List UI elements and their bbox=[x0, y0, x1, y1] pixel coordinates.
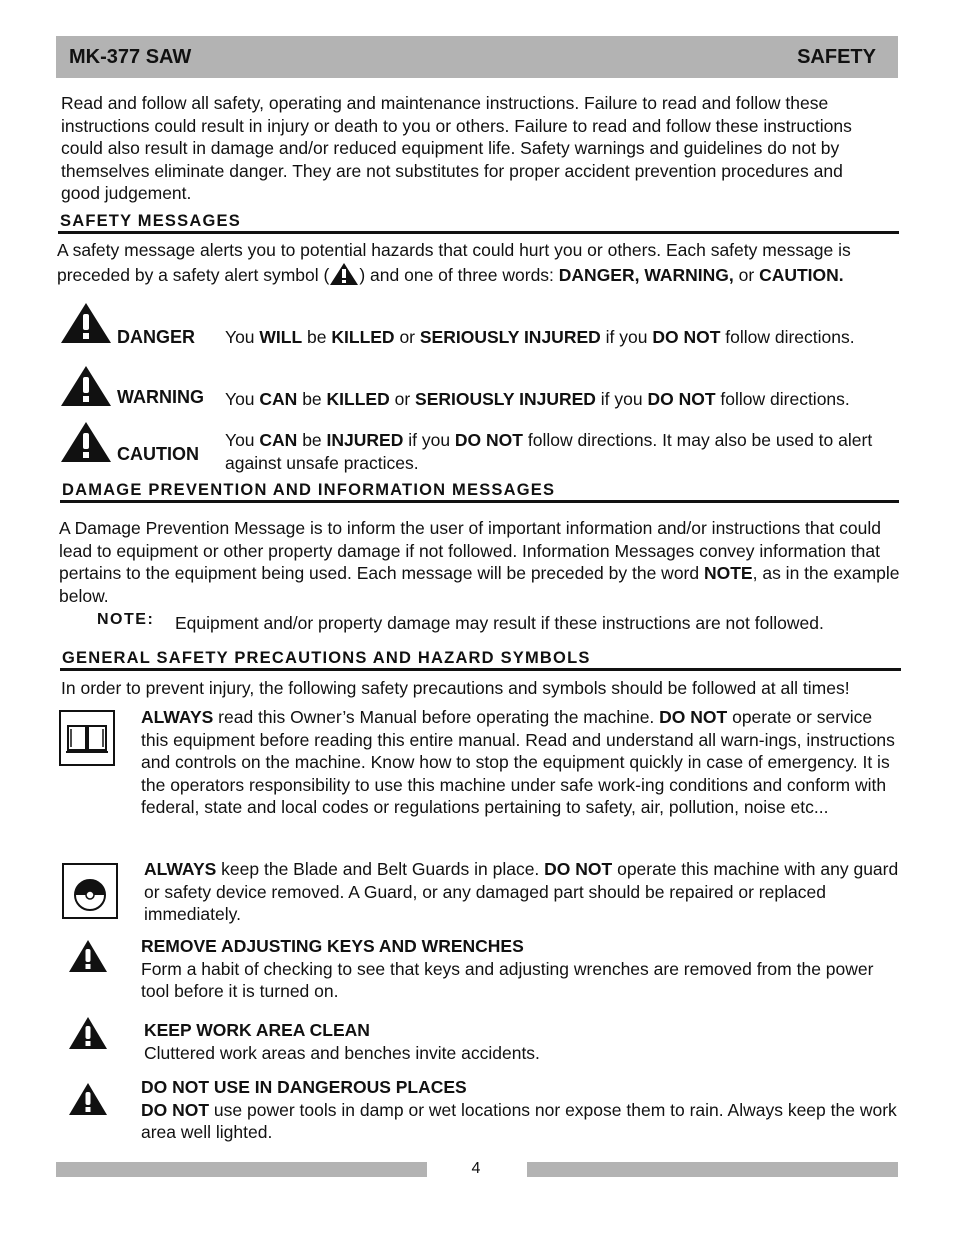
warning-icon bbox=[68, 1082, 108, 1116]
caution-label: CAUTION bbox=[117, 444, 199, 464]
general-intro: In order to prevent injury, the following safety precautions and symbols should be followed at all times! bbox=[61, 678, 850, 698]
manual-instructions: ALWAYS read this Owner’s Manual before operating the machine. DO NOT operate or service this equipment before reading this entire manual. Read and understand all warn-ings, instructions and controls on the machine. Know how to stop the equipment quickly in case of emergency. It is the operators responsibility to use this machine under safe work-ing conditions and conform with federal, state and local codes or regulations pertaining to safety, air, pollution, noise etc... bbox=[141, 707, 895, 817]
dangerous-places-heading: DO NOT USE IN DANGEROUS PLACES bbox=[141, 1077, 467, 1097]
section-rule bbox=[60, 500, 899, 503]
work-area-text: Cluttered work areas and benches invite accidents. bbox=[144, 1042, 540, 1063]
adjusting-keys-text: Form a habit of checking to see that keys and adjusting wrenches are removed from the power tool before it is turned on. bbox=[141, 958, 874, 1001]
general-heading: GENERAL SAFETY PRECAUTIONS AND HAZARD SYMBOLS bbox=[62, 649, 591, 667]
blade-guard-instructions: ALWAYS keep the Blade and Belt Guards in place. DO NOT operate this machine with any guard or safety device removed. A Guard, or any damaged part should be repaired or replaced immediately. bbox=[144, 859, 899, 924]
caution-text: You CAN be INJURED if you DO NOT follow directions. It may also be used to alert against unsafe practices. bbox=[225, 430, 873, 473]
dangerous-places-item: DO NOT USE IN DANGEROUS PLACES DO NOT use power tools in damp or wet locations nor expose them to rain. Always keep the work area well lighted. bbox=[141, 1077, 897, 1142]
warning-text: You CAN be KILLED or SERIOUSLY INJURED if you DO NOT follow directions. bbox=[225, 389, 850, 409]
danger-label: DANGER bbox=[117, 327, 196, 347]
note-label: NOTE: bbox=[97, 611, 155, 628]
note-text: Equipment and/or property damage may result if these instructions are not followed. bbox=[175, 613, 824, 633]
safety-messages-text: A safety message alerts you to potential hazards that could hurt you or others. Each safety message is preceded by a safety alert symbol ( ) and one of three words: DANGER, WARNING, or CAUTION. bbox=[57, 240, 851, 285]
section-title: SAFETY bbox=[797, 46, 876, 68]
warning-label: WARNING bbox=[117, 387, 204, 407]
work-area-item bbox=[144, 1019, 904, 1064]
page-number: 4 bbox=[471, 1160, 481, 1177]
intro-paragraph: Read and follow all safety, operating and maintenance instructions. Failure to read and follow these instructions could result in injury or death to you or others. Failure to read and follow these instructions could also result in damage and/or reduced equipment life. Safety warnings and guidelines do not by themselves eliminate danger. They are not substitutes for proper accident prevention procedures and good judgement. bbox=[61, 93, 852, 203]
page-header bbox=[56, 36, 898, 78]
adjusting-keys-heading: REMOVE ADJUSTING KEYS AND WRENCHES bbox=[141, 936, 524, 956]
work-area-heading: KEEP WORK AREA CLEAN bbox=[144, 1020, 370, 1040]
model-title: MK-377 SAW bbox=[69, 46, 192, 68]
manual-icon bbox=[59, 710, 115, 766]
caution-alert-icon bbox=[60, 421, 112, 463]
footer-bar-left bbox=[56, 1162, 427, 1177]
blade-guard-icon bbox=[62, 863, 118, 919]
danger-text: You WILL be KILLED or SERIOUSLY INJURED if you DO NOT follow directions. bbox=[225, 327, 855, 347]
section-rule bbox=[58, 231, 899, 234]
damage-heading: DAMAGE PREVENTION AND INFORMATION MESSAGES bbox=[62, 481, 556, 499]
danger-alert-icon bbox=[60, 302, 112, 344]
footer-bar-right bbox=[527, 1162, 898, 1177]
adjusting-keys-item bbox=[141, 935, 901, 1003]
warning-alert-icon bbox=[60, 365, 112, 407]
warning-icon bbox=[68, 1016, 108, 1050]
dangerous-places-text: use power tools in damp or wet locations nor expose them to rain. Always keep the work area well lighted. bbox=[141, 1099, 897, 1142]
alert-symbol-icon bbox=[329, 262, 359, 286]
damage-paragraph: A Damage Prevention Message is to inform the user of important information and/or instructions that could lead to equipment or other property damage if not followed. Information Messages convey information that pertains to the equipment being used. Each message will be preceded by the word NOTE, as in the example below. bbox=[59, 518, 900, 606]
safety-messages-heading: SAFETY MESSAGES bbox=[60, 212, 241, 230]
section-rule bbox=[60, 668, 901, 671]
warning-icon bbox=[68, 939, 108, 973]
